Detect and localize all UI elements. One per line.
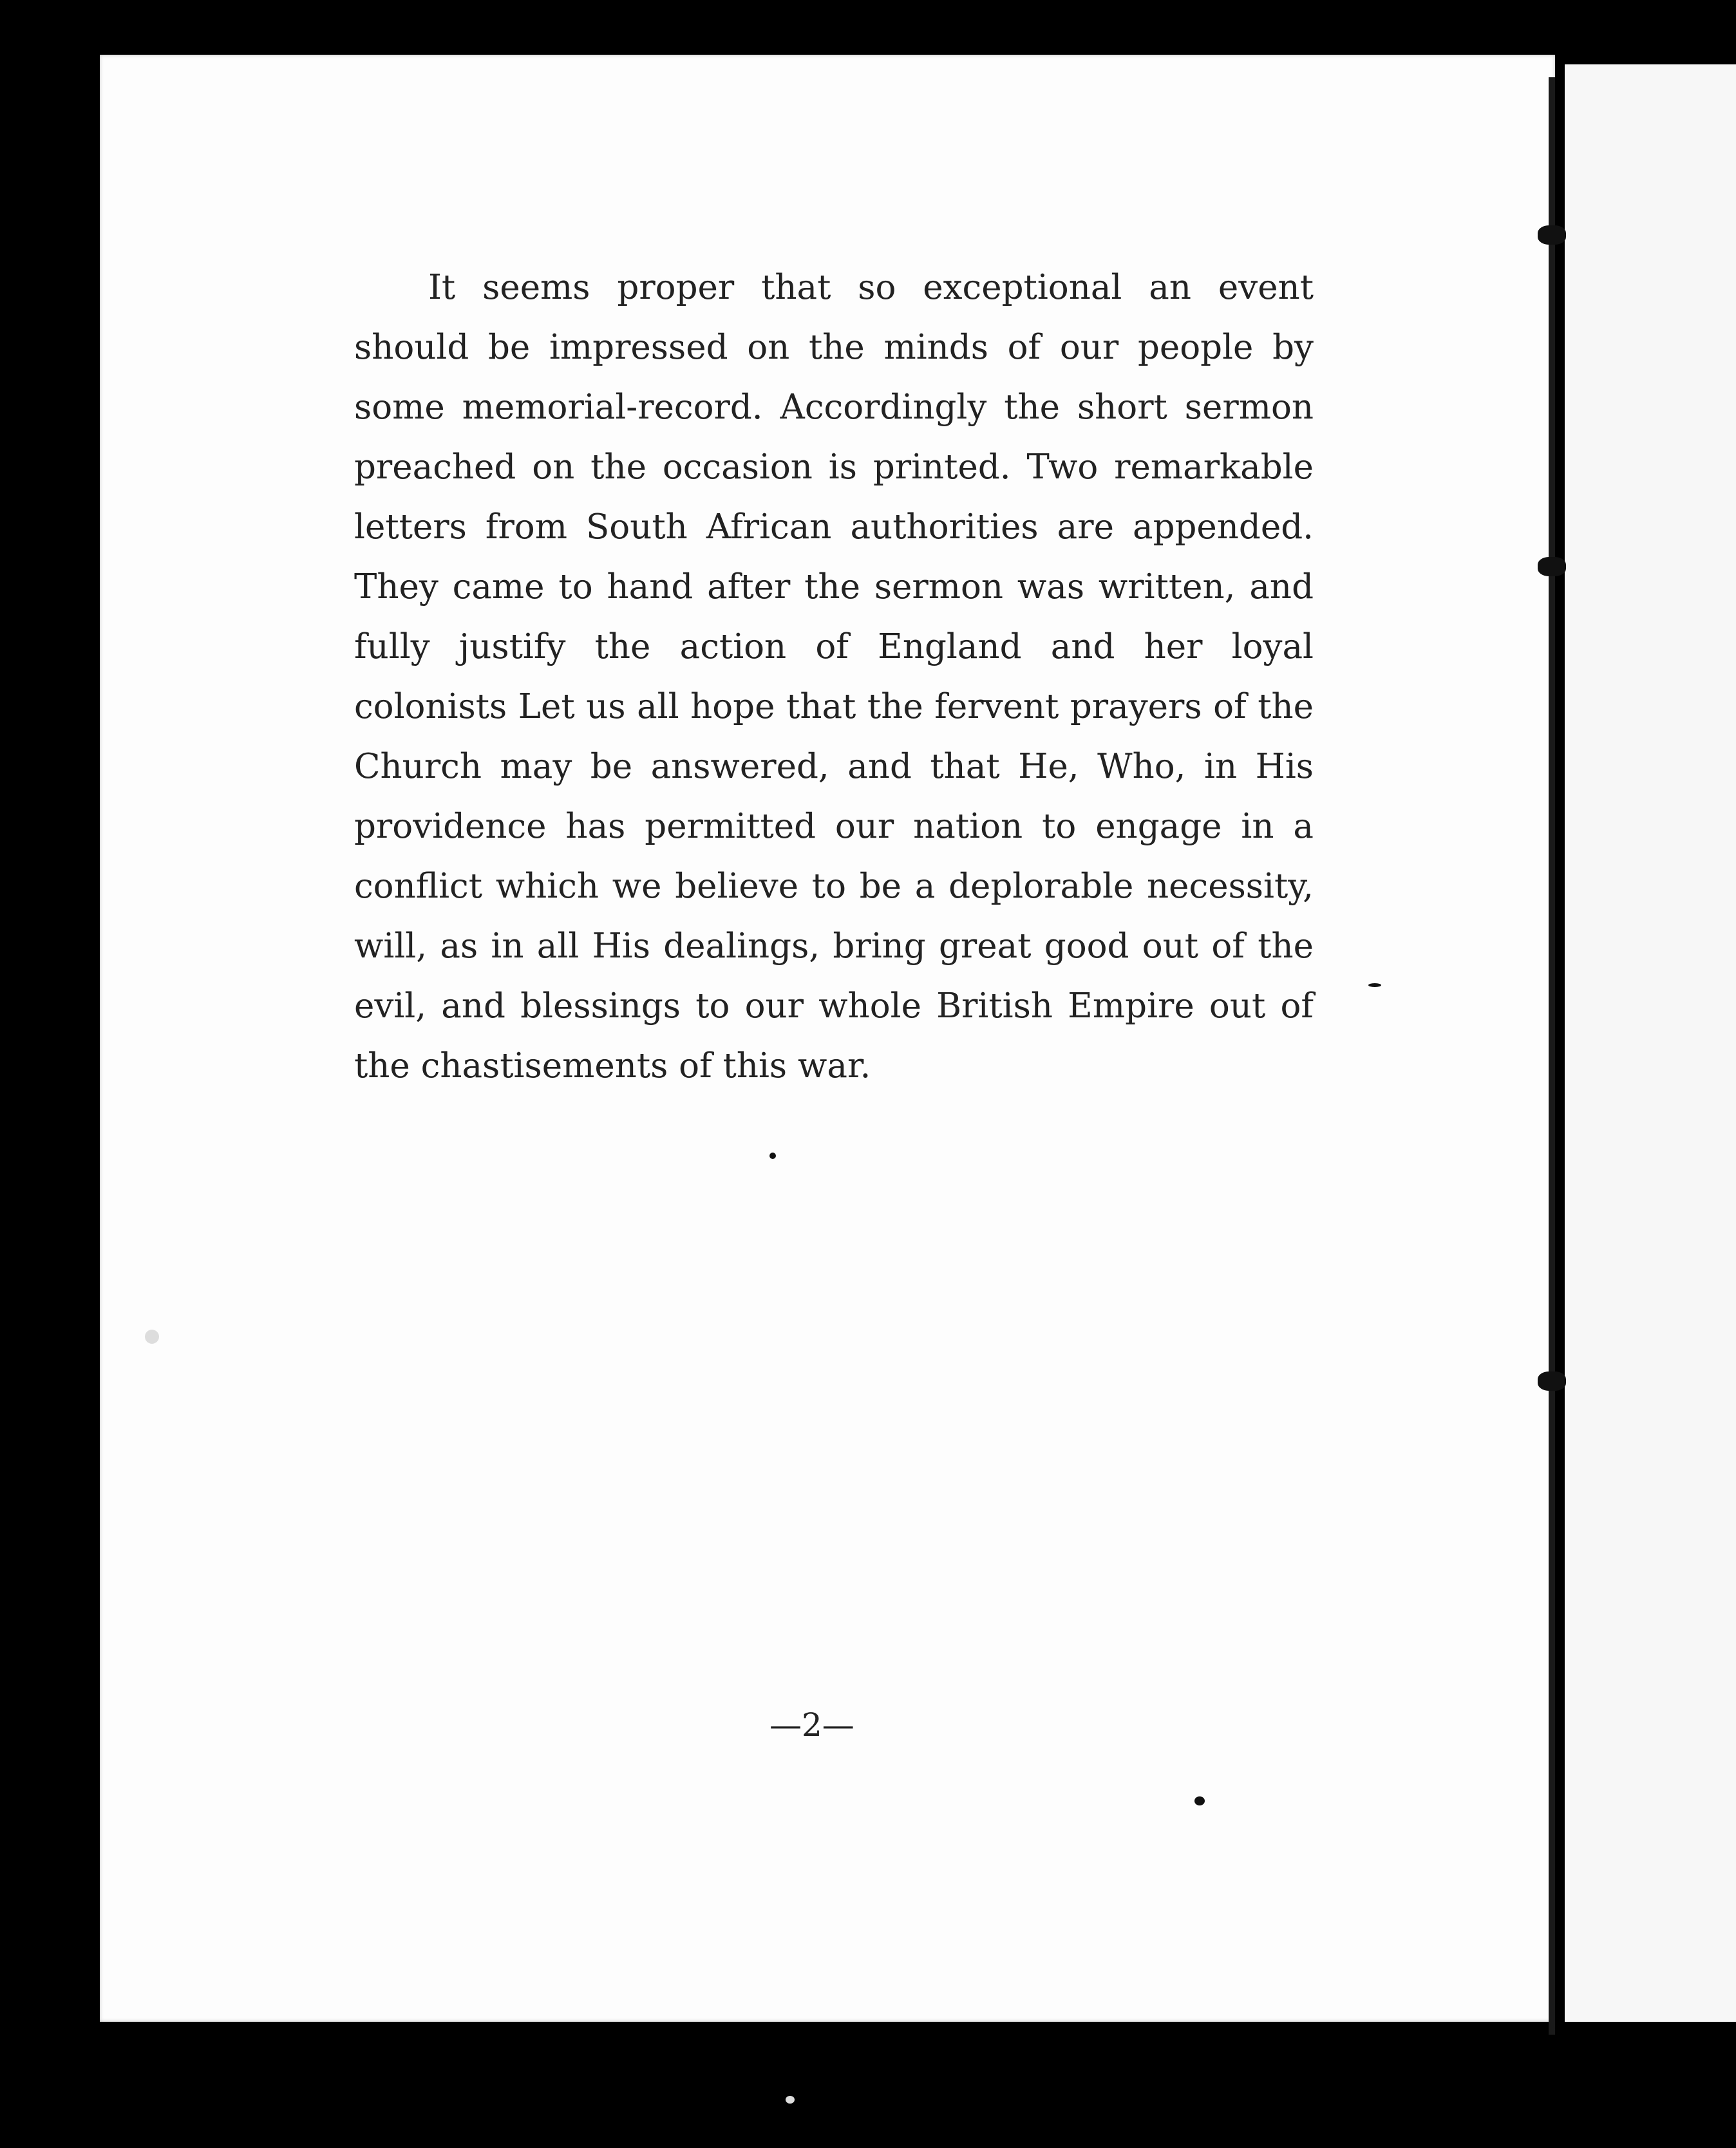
ink-speck xyxy=(769,1153,776,1159)
ink-speck xyxy=(1194,1796,1205,1805)
ink-speck xyxy=(1368,983,1381,987)
scan-speck xyxy=(786,2096,795,2104)
binding-thread xyxy=(1549,77,1555,2035)
binding-knot-bottom xyxy=(1538,1371,1566,1391)
body-paragraph: It seems proper that so exceptional an event should be impressed on the minds of our people by some memorial-record. Accordingly the short sermon preached on the occasion is printed. Two remarkable letters from South African authorities are appended. They came to hand after the sermon was written, and fully justify the action of England and her loyal colonists Let us all hope that the fervent prayers of the Church may be answered, and that He, Who, in His providence has permitted our nation to engage in a conflict which we believe to be a deplorable necessity, will, as in all His dealings, bring great good out of the evil, and blessings to our whole British Empire out of the chastisements of this war. xyxy=(354,268,1314,1086)
page-number: —2— xyxy=(769,1706,854,1744)
binding-knot-top xyxy=(1538,225,1566,245)
adjacent-page-edge xyxy=(1565,64,1736,2022)
scan-speck xyxy=(145,1330,159,1344)
binding-knot-middle xyxy=(1538,557,1566,576)
